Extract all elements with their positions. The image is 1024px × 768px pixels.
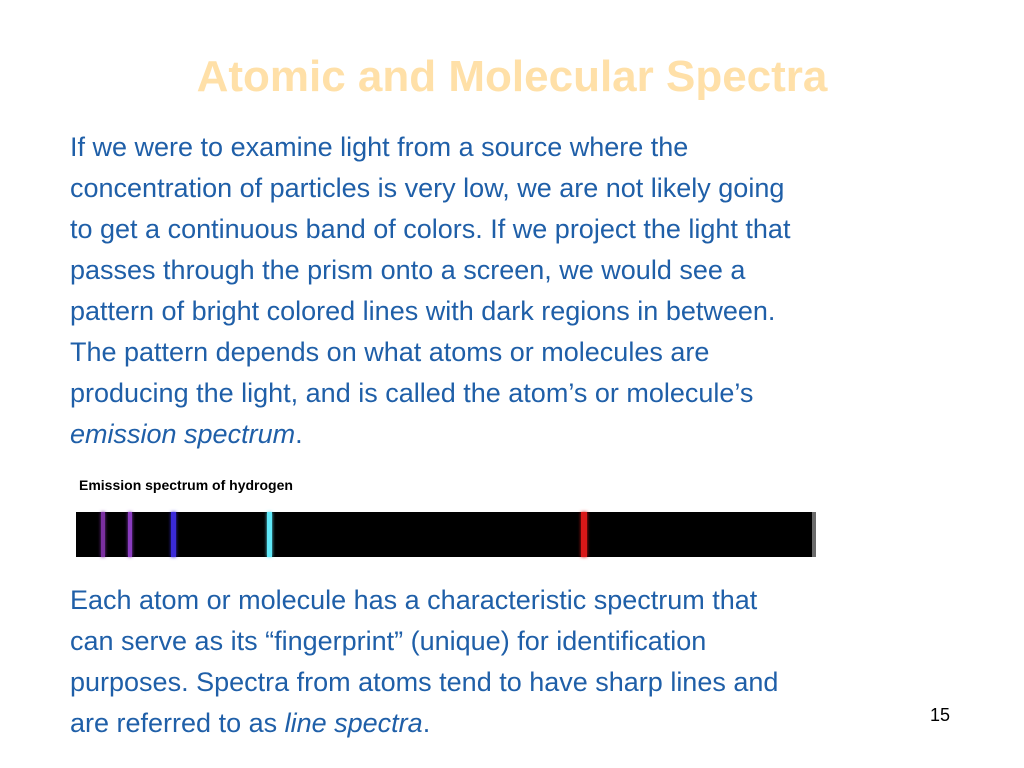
paragraph-line: If we were to examine light from a source where the	[70, 132, 689, 162]
paragraph-line: concentration of particles is very low, we are not likely going	[70, 173, 785, 203]
red-line	[581, 512, 587, 557]
sentence-end: .	[422, 708, 431, 738]
paragraph-line: The pattern depends on what atoms or molecules are	[70, 337, 710, 367]
paragraph-line	[70, 703, 970, 744]
intro-paragraph	[70, 127, 1010, 455]
fingerprint-paragraph	[70, 580, 970, 744]
slide-title: Atomic and Molecular Spectra	[196, 52, 828, 101]
paragraph-line: pattern of bright colored lines with dark regions in between.	[70, 296, 776, 326]
spectrum-edge	[812, 512, 816, 557]
violet-line-1	[101, 512, 105, 557]
paragraph-line: producing the light, and is called the atom’s or molecule’s	[70, 378, 754, 408]
line-prefix: are referred to as	[70, 708, 285, 738]
paragraph-line: can serve as its “fingerprint” (unique) for identification	[70, 626, 707, 656]
violet-line-2	[128, 512, 132, 557]
paragraph-line: to get a continuous band of colors. If we project the light that	[70, 214, 791, 244]
figure-caption: Emission spectrum of hydrogen	[79, 477, 293, 493]
emphasized-term: emission spectrum	[70, 419, 296, 449]
paragraph-line	[70, 414, 1010, 455]
blue-violet-line	[171, 512, 176, 557]
emphasized-term: line spectra	[284, 708, 423, 738]
page-number: 15	[930, 705, 951, 725]
paragraph-line: Each atom or molecule has a characteristic spectrum that	[70, 585, 758, 615]
sentence-end: .	[295, 419, 303, 449]
cyan-line	[267, 512, 272, 557]
paragraph-line: purposes. Spectra from atoms tend to have sharp lines and	[70, 667, 779, 697]
paragraph-line: passes through the prism onto a screen, we would see a	[70, 255, 746, 285]
hydrogen-spectrum-image	[76, 512, 816, 557]
